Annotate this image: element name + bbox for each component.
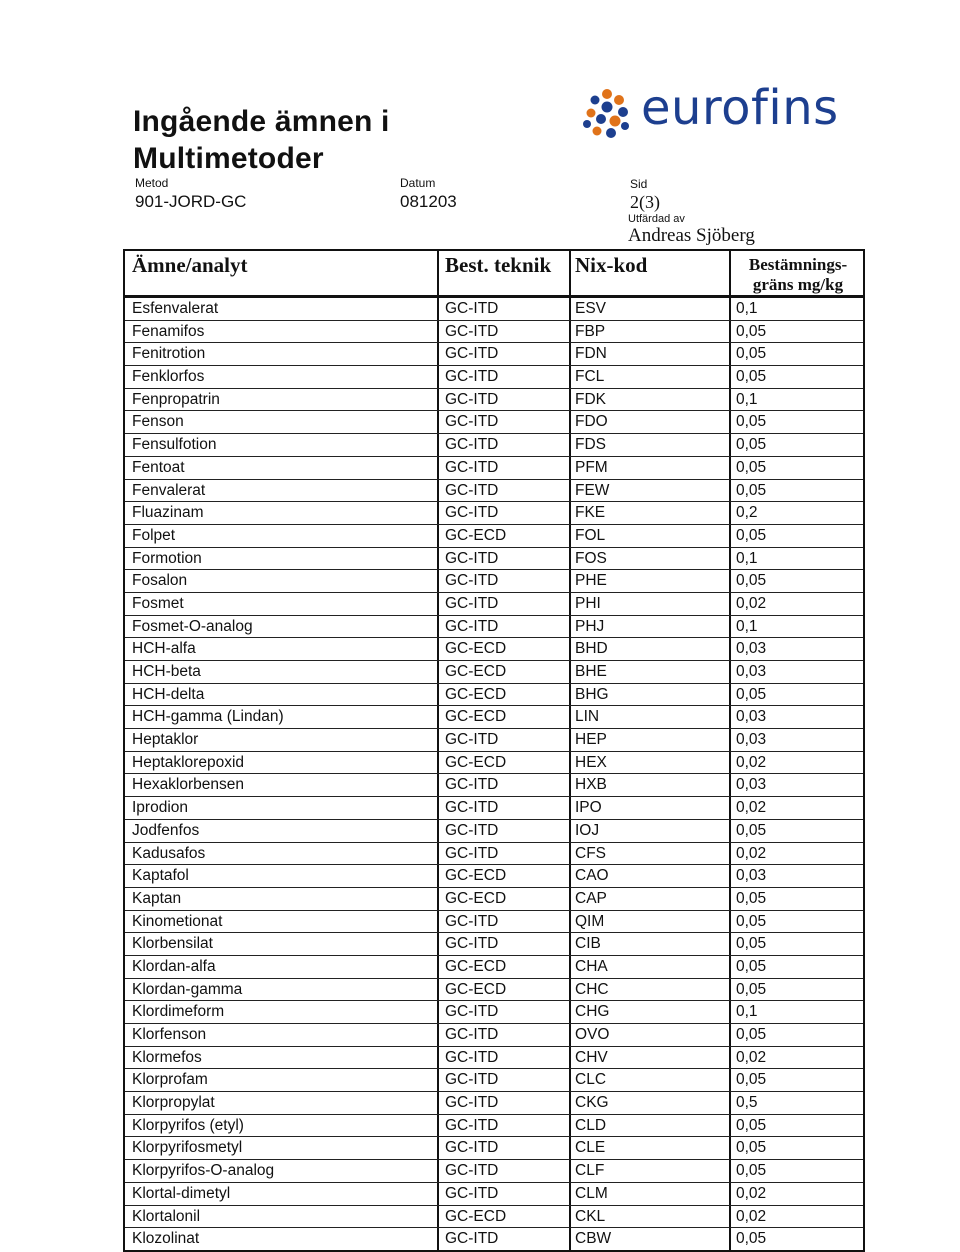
cell-teknik: GC-ECD: [445, 1207, 507, 1225]
cell-nix-kod: FDS: [575, 436, 606, 454]
table-header-row: [125, 251, 863, 298]
cell-teknik: GC-ITD: [445, 549, 499, 567]
document-title-line-1: Ingående ämnen i: [133, 105, 390, 138]
table-row: [125, 366, 863, 389]
table-row: [125, 343, 863, 366]
table-row: [125, 820, 863, 843]
cell-grans: 0,5: [736, 1094, 758, 1112]
cell-analyt: Fenitrotion: [132, 345, 206, 363]
cell-nix-kod: CLM: [575, 1184, 608, 1202]
cell-teknik: GC-ITD: [445, 821, 499, 839]
table-row: [125, 480, 863, 503]
cell-nix-kod: CBW: [575, 1230, 612, 1248]
table-row: [125, 298, 863, 321]
cell-teknik: GC-ITD: [445, 413, 499, 431]
table-row: [125, 1160, 863, 1183]
cell-grans: 0,02: [736, 1184, 767, 1202]
table-row: [125, 865, 863, 888]
cell-nix-kod: FDN: [575, 345, 607, 363]
cell-analyt: Kaptan: [132, 889, 182, 907]
cell-nix-kod: IPO: [575, 799, 602, 817]
table-row: [125, 888, 863, 911]
table-row: [125, 638, 863, 661]
cell-teknik: GC-ITD: [445, 368, 499, 386]
cell-analyt: Heptaklor: [132, 731, 199, 749]
cell-teknik: GC-ITD: [445, 1048, 499, 1066]
substances-table: [123, 249, 865, 1252]
cell-nix-kod: CFS: [575, 844, 606, 862]
table-row: [125, 661, 863, 684]
cell-nix-kod: CHA: [575, 957, 608, 975]
utfardad-value: Andreas Sjöberg: [628, 225, 755, 246]
cell-analyt: Formotion: [132, 549, 202, 567]
cell-analyt: Klorpyrifos (etyl): [132, 1116, 244, 1134]
cell-analyt: Klormefos: [132, 1048, 202, 1066]
cell-teknik: GC-ECD: [445, 867, 507, 885]
cell-grans: 0,05: [736, 481, 767, 499]
cell-analyt: Kinometionat: [132, 912, 223, 930]
cell-nix-kod: FDO: [575, 413, 608, 431]
table-row: [125, 1092, 863, 1115]
table-row: [125, 548, 863, 571]
cell-grans: 0,03: [736, 867, 767, 885]
table-row: [125, 933, 863, 956]
cell-grans: 0,1: [736, 390, 758, 408]
cell-analyt: Iprodion: [132, 799, 189, 817]
table-row: [125, 706, 863, 729]
table-row: [125, 434, 863, 457]
table-row: [125, 321, 863, 344]
cell-analyt: Fenpropatrin: [132, 390, 220, 408]
cell-grans: 0,03: [736, 663, 767, 680]
cell-analyt: Fosalon: [132, 572, 188, 590]
cell-nix-kod: CLD: [575, 1116, 607, 1134]
table-row: [125, 1183, 863, 1206]
cell-teknik: GC-ECD: [445, 889, 507, 907]
header-bestamningsgrans-line-2: gräns mg/kg: [752, 275, 844, 294]
cell-grans: 0,1: [736, 300, 758, 317]
cell-grans: 0,05: [736, 458, 767, 476]
cell-analyt: Fenson: [132, 413, 184, 431]
cell-nix-kod: ESV: [575, 300, 607, 317]
table-row: [125, 752, 863, 775]
cell-analyt: Klordan-gamma: [132, 980, 243, 998]
cell-grans: 0,02: [736, 1048, 767, 1066]
cell-analyt: Klordimeform: [132, 1003, 225, 1021]
cell-teknik: GC-ITD: [445, 300, 499, 317]
cell-analyt: Kadusafos: [132, 844, 206, 862]
cell-analyt: Fentoat: [132, 458, 185, 476]
cell-grans: 0,2: [736, 504, 758, 522]
cell-grans: 0,1: [736, 617, 758, 635]
table-row: [125, 1069, 863, 1092]
metod-label: Metod: [135, 176, 169, 190]
cell-analyt: Kaptafol: [132, 867, 189, 885]
cell-nix-kod: IOJ: [575, 821, 600, 839]
table-body: [125, 298, 863, 1250]
cell-grans: 0,05: [736, 572, 767, 590]
cell-grans: 0,05: [736, 980, 767, 998]
cell-grans: 0,05: [736, 912, 767, 930]
cell-teknik: GC-ITD: [445, 345, 499, 363]
cell-teknik: GC-ECD: [445, 980, 507, 998]
table-row: [125, 843, 863, 866]
table-row: [125, 593, 863, 616]
cell-analyt: Klorpropylat: [132, 1094, 215, 1112]
cell-nix-kod: CHC: [575, 980, 609, 998]
cell-nix-kod: HEP: [575, 731, 607, 749]
cell-grans: 0,02: [736, 594, 767, 612]
cell-grans: 0,05: [736, 1162, 767, 1180]
cell-grans: 0,05: [736, 526, 767, 544]
cell-teknik: GC-ITD: [445, 322, 499, 340]
table-row: [125, 956, 863, 979]
cell-grans: 0,05: [736, 368, 767, 386]
cell-teknik: GC-ITD: [445, 844, 499, 862]
cell-analyt: Klortal-dimetyl: [132, 1184, 231, 1202]
document-title: [133, 103, 390, 177]
cell-teknik: GC-ECD: [445, 526, 507, 544]
cell-nix-kod: CLF: [575, 1162, 605, 1180]
cell-grans: 0,1: [736, 1003, 758, 1021]
cell-teknik: GC-ECD: [445, 708, 507, 726]
cell-analyt: Hexaklorbensen: [132, 776, 245, 794]
table-row: [125, 1001, 863, 1024]
cell-teknik: GC-ITD: [445, 1026, 499, 1043]
cell-teknik: GC-ECD: [445, 753, 507, 771]
cell-teknik: GC-ITD: [445, 458, 499, 476]
cell-grans: 0,05: [736, 413, 767, 431]
cell-teknik: GC-ITD: [445, 436, 499, 454]
cell-nix-kod: FDK: [575, 390, 606, 408]
cell-nix-kod: FKE: [575, 504, 606, 522]
cell-grans: 0,05: [736, 1026, 767, 1043]
cell-analyt: Fluazinam: [132, 504, 204, 522]
cell-teknik: GC-ITD: [445, 776, 499, 794]
cell-nix-kod: CAP: [575, 889, 607, 907]
cell-analyt: HCH-alfa: [132, 640, 196, 658]
cell-grans: 0,05: [736, 935, 767, 953]
cell-nix-kod: QIM: [575, 912, 605, 930]
utfardad-label: Utfärdad av: [628, 213, 685, 225]
table-row: [125, 684, 863, 707]
header-teknik: Best. teknik: [445, 253, 552, 277]
cell-grans: 0,05: [736, 1139, 767, 1157]
cell-analyt: Esfenvalerat: [132, 300, 219, 317]
table-row: [125, 774, 863, 797]
header-analyt: Ämne/analyt: [132, 253, 248, 277]
cell-analyt: Fosmet-O-analog: [132, 617, 253, 635]
cell-teknik: GC-ITD: [445, 594, 499, 612]
table-row: [125, 1115, 863, 1138]
metod-value: 901-JORD-GC: [135, 192, 247, 211]
cell-nix-kod: CLC: [575, 1071, 607, 1089]
cell-grans: 0,05: [736, 1071, 767, 1089]
cell-nix-kod: PHI: [575, 594, 601, 612]
cell-analyt: Fensulfotion: [132, 436, 217, 454]
table-row: [125, 1137, 863, 1160]
cell-analyt: Klozolinat: [132, 1230, 200, 1248]
sid-label: Sid: [630, 177, 648, 191]
cell-nix-kod: BHG: [575, 685, 609, 703]
cell-grans: 0,1: [736, 549, 758, 567]
cell-grans: 0,03: [736, 731, 767, 749]
table-row: [125, 457, 863, 480]
cell-analyt: Fenklorfos: [132, 368, 205, 386]
cell-teknik: GC-ECD: [445, 685, 507, 703]
cell-grans: 0,02: [736, 799, 767, 817]
cell-grans: 0,05: [736, 1116, 767, 1134]
cell-teknik: GC-ITD: [445, 912, 499, 930]
cell-grans: 0,05: [736, 957, 767, 975]
cell-nix-kod: CHV: [575, 1048, 608, 1066]
cell-nix-kod: CLE: [575, 1139, 606, 1157]
cell-analyt: Klorfenson: [132, 1026, 207, 1043]
cell-teknik: GC-ITD: [445, 572, 499, 590]
sid-value: 2(3): [630, 192, 660, 212]
cell-analyt: HCH-delta: [132, 685, 205, 703]
header-bestamningsgrans-line-1: Bestämnings-: [748, 255, 848, 274]
cell-teknik: GC-ITD: [445, 1116, 499, 1134]
cell-nix-kod: CHG: [575, 1003, 610, 1021]
cell-teknik: GC-ITD: [445, 935, 499, 953]
cell-teknik: GC-ITD: [445, 1003, 499, 1021]
cell-analyt: Klortalonil: [132, 1207, 201, 1225]
cell-grans: 0,03: [736, 640, 767, 658]
cell-teknik: GC-ECD: [445, 640, 507, 658]
cell-analyt: Fenvalerat: [132, 481, 206, 499]
cell-teknik: GC-ITD: [445, 1184, 499, 1202]
header-nix-kod: Nix-kod: [575, 253, 648, 277]
cell-grans: 0,05: [736, 889, 767, 907]
cell-nix-kod: LIN: [575, 708, 600, 726]
cell-nix-kod: PHE: [575, 572, 607, 590]
logo-dots-icon: [577, 88, 637, 144]
cell-teknik: GC-ITD: [445, 1139, 499, 1157]
cell-analyt: Fosmet: [132, 594, 184, 612]
cell-nix-kod: HEX: [575, 753, 607, 771]
cell-nix-kod: HXB: [575, 776, 607, 794]
cell-nix-kod: FOS: [575, 549, 607, 567]
cell-analyt: Klordan-alfa: [132, 957, 216, 975]
table-row: [125, 616, 863, 639]
table-row: [125, 502, 863, 525]
cell-analyt: Folpet: [132, 526, 176, 544]
cell-nix-kod: CKG: [575, 1094, 609, 1112]
table-row: [125, 979, 863, 1002]
document-title-line-2: Multimetoder: [133, 142, 324, 175]
table-row: [125, 389, 863, 412]
datum-label: Datum: [400, 176, 436, 190]
cell-analyt: Klorprofam: [132, 1071, 208, 1089]
table-row: [125, 411, 863, 434]
cell-grans: 0,05: [736, 436, 767, 454]
cell-nix-kod: FEW: [575, 481, 610, 499]
table-row: [125, 1206, 863, 1229]
cell-grans: 0,03: [736, 708, 767, 726]
cell-teknik: GC-ITD: [445, 731, 499, 749]
cell-nix-kod: BHD: [575, 640, 608, 658]
cell-analyt: Klorbensilat: [132, 935, 213, 953]
table-row: [125, 1024, 863, 1047]
table-row: [125, 570, 863, 593]
cell-nix-kod: FOL: [575, 526, 606, 544]
cell-teknik: GC-ITD: [445, 799, 499, 817]
cell-teknik: GC-ITD: [445, 617, 499, 635]
eurofins-logo: [577, 80, 839, 146]
cell-teknik: GC-ITD: [445, 1162, 499, 1180]
cell-analyt: HCH-gamma (Lindan): [132, 708, 284, 726]
table-row: [125, 1047, 863, 1070]
cell-analyt: Klorpyrifosmetyl: [132, 1139, 243, 1157]
cell-teknik: GC-ECD: [445, 663, 507, 680]
cell-grans: 0,05: [736, 322, 767, 340]
cell-analyt: HCH-beta: [132, 663, 201, 680]
cell-grans: 0,05: [736, 1230, 767, 1248]
cell-grans: 0,03: [736, 776, 767, 794]
table-row: [125, 797, 863, 820]
cell-nix-kod: CIB: [575, 935, 601, 953]
cell-teknik: GC-ITD: [445, 1071, 499, 1089]
cell-grans: 0,05: [736, 345, 767, 363]
cell-teknik: GC-ECD: [445, 957, 507, 975]
cell-analyt: Fenamifos: [132, 322, 205, 340]
cell-analyt: Jodfenfos: [132, 821, 200, 839]
cell-grans: 0,05: [736, 821, 767, 839]
cell-analyt: Heptaklorepoxid: [132, 753, 245, 771]
cell-teknik: GC-ITD: [445, 481, 499, 499]
cell-nix-kod: FBP: [575, 322, 606, 340]
cell-nix-kod: FCL: [575, 368, 605, 386]
cell-nix-kod: PHJ: [575, 617, 605, 635]
cell-grans: 0,02: [736, 844, 767, 862]
table-row: [125, 729, 863, 752]
cell-grans: 0,05: [736, 685, 767, 703]
table-row: [125, 911, 863, 934]
cell-nix-kod: CKL: [575, 1207, 606, 1225]
cell-nix-kod: OVO: [575, 1026, 610, 1043]
cell-teknik: GC-ITD: [445, 504, 499, 522]
table-row: [125, 525, 863, 548]
cell-grans: 0,02: [736, 1207, 767, 1225]
table-row: [125, 1228, 863, 1250]
cell-analyt: Klorpyrifos-O-analog: [132, 1162, 275, 1180]
datum-value: 081203: [400, 192, 457, 211]
cell-teknik: GC-ITD: [445, 1230, 499, 1248]
logo-wordmark: eurofins: [641, 80, 839, 136]
header-bestamningsgrans: [729, 251, 867, 299]
cell-teknik: GC-ITD: [445, 390, 499, 408]
cell-nix-kod: BHE: [575, 663, 607, 680]
cell-nix-kod: PFM: [575, 458, 608, 476]
cell-grans: 0,02: [736, 753, 767, 771]
cell-nix-kod: CAO: [575, 867, 609, 885]
cell-teknik: GC-ITD: [445, 1094, 499, 1112]
